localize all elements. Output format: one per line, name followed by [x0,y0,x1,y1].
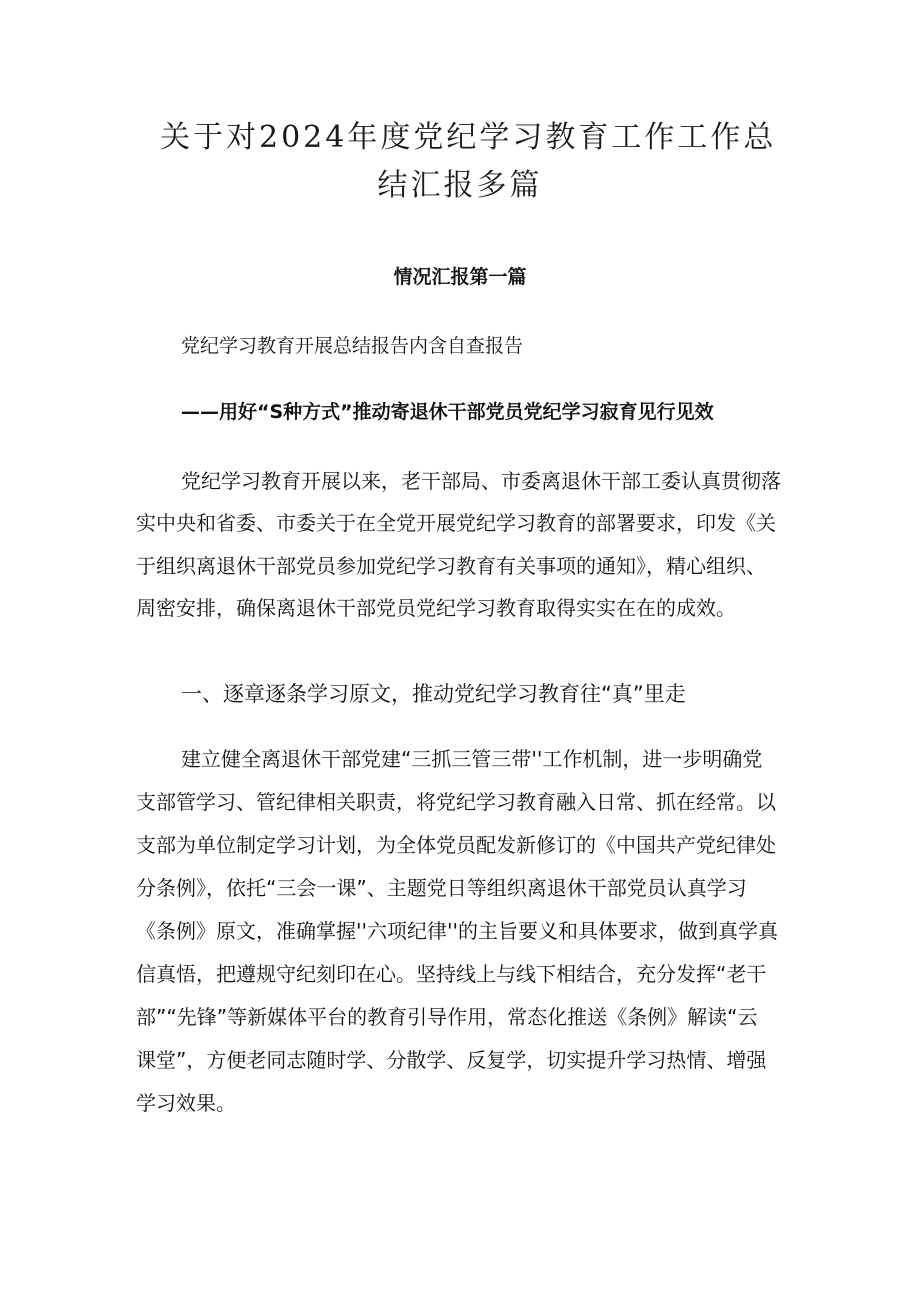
para2-line: 支部为单位制定学习计划，为全体党员配发新修订的《中国共产党纪律处 [136,833,776,857]
para1-line: 于组织离退休干部党员参加党纪学习教育有关事项的通知》，精心组织、 [136,554,766,578]
para2-line: 分条例》，依托“三会一课”、主题党日等组织离退休干部党员认真学习 [136,876,747,900]
para1-line: 周密安排，确保离退休干部党员党纪学习教育取得实实在在的成效。 [136,596,736,620]
para1-line: 党纪学习教育开展以来，老干部局、市委离退休干部工委认真贯彻落 [181,469,781,493]
para2-line: 部”“先锋”等新媒体平台的教育引导作用，常态化推送《条例》解读“云 [136,1005,758,1029]
document-title-line-1: 关于对2024年度党纪学习教育工作工作总 [160,120,777,155]
para2-line: 信真悟，把遵规守纪刻印在心。坚持线上与线下相结合，充分发挥“老干 [136,962,767,986]
para1-line: 实中央和省委、市委关于在全党开展党纪学习教育的部署要求，印发《关 [136,511,776,535]
para2-line: 支部管学习、管纪律相关职责，将党纪学习教育融入日常、抓在经常。以 [136,790,776,814]
document-title-line-2: 结汇报多篇 [377,168,543,203]
section1-heading: 一、逐章逐条学习原文，推动党纪学习教育往“真”里走 [181,682,686,706]
para2-line: 建立健全离退休干部党建“三抓三管三带''工作机制，进一步明确党 [181,747,763,771]
section-heading: 情况汇报第一篇 [393,266,527,288]
para2-line: 课堂”，方便老同志随时学、分散学、反复学，切实提升学习热情、增强 [136,1048,767,1072]
report-title: 党纪学习教育开展总结报告内含自查报告 [181,335,524,357]
report-subtitle: ——用好“S种方式”推动寄退休干部党员党纪学习寂育见行见效 [181,401,714,423]
para2-line: 《条例》原文，准确掌握''六项纪律''的主旨要义和具体要求，做到真学真 [136,919,778,943]
para2-line: 学习效果。 [136,1091,236,1115]
